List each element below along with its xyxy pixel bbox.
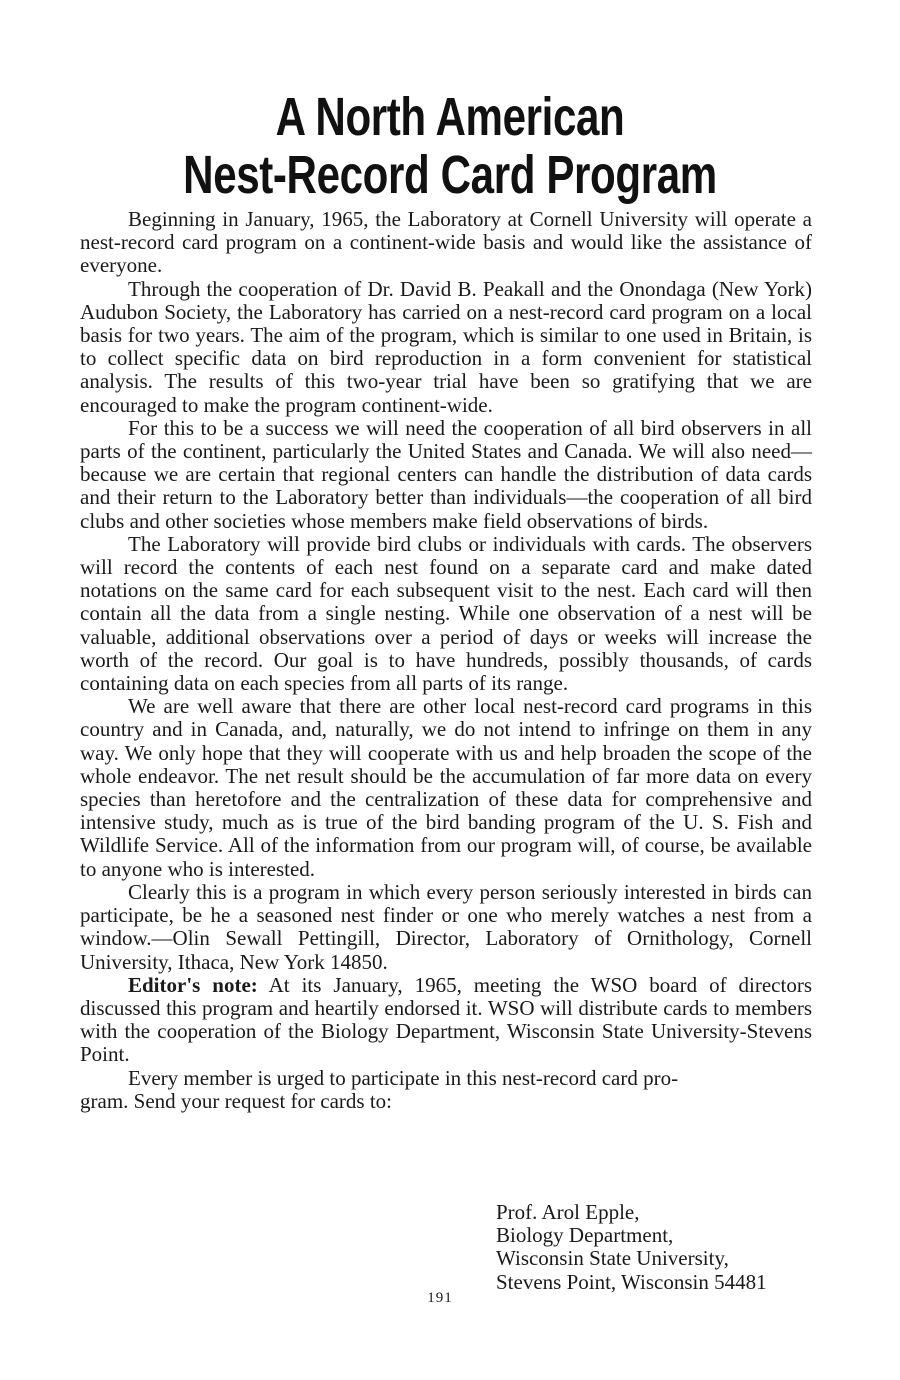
address-name: Prof. Arol Epple, [496,1200,640,1224]
title-line-1: A North American [275,87,625,147]
mailing-address [496,1201,826,1294]
paragraph-request-line-2: gram. Send your request for cards to: [80,1088,392,1113]
paragraph-request-line-1: Every member is urged to participate in this nest-record card pro- [128,1065,679,1090]
editors-note-label: Editor's note: [128,972,258,997]
address-university: Wisconsin State University, [496,1246,729,1271]
paragraph-3: For this to be a success we will need the cooperation of all bird observers in all parts of the continent, particularly the United States and Canada. We will also need—because we are certain that regional centers can handle the distribution of data cards and their return to the Laboratory better than individuals—the cooperation of all bird clubs and other societies whose members make field observations of birds. [80,415,812,533]
address-department: Biology Department, [496,1223,674,1248]
page-number: 191 [427,1290,453,1306]
article-title [99,88,801,204]
paragraph-6: Clearly this is a program in which every person seriously interested in birds can participate, be he a seasoned nest finder or one who merely watches a nest from a window.—Olin Sewall Pettingill, Director, Laboratory of Ornithology, Cornell University, Ithaca, New York 14850. [80,879,812,974]
editors-note [80,974,812,1067]
paragraph-4: The Laboratory will provide bird clubs or individuals with cards. The observers will record the contents of each nest found on a separate card and make dated notations on the same card for each subsequent visit to the nest. Each card will then contain all the data from a single nesting. While one observation of a nest will be valuable, additional observations over a period of days or weeks will increase the worth of the record. Our goal is to have hundreds, possibly thousands, of cards containing data on each species from all parts of its range. [80,531,812,696]
address-city: Stevens Point, Wisconsin 54481 [496,1269,767,1294]
title-line-2: Nest-Record Card Program [183,145,717,205]
paragraph-5: We are well aware that there are other local nest-record card programs in this country and in Canada, and, naturally, we do not intend to infringe on them in any way. We only hope that they will cooperate with us and help broaden the scope of the whole endeavor. The net result should be the accumulation of far more data on every species than heretofore and the centralization of these data for comprehensive and intensive study, much as is true of the bird banding program of the U. S. Fish and Wildlife Service. All of the information from our program will, of course, be available to anyone who is interested. [80,694,812,881]
paragraph-2: Through the cooperation of Dr. David B. Peakall and the Onondaga (New York) Audubon Society, the Laboratory has carried on a nest-record card program on a local basis for two years. The aim of the program, which is similar to one used in Britain, is to collect specific data on bird reproduction in a form convenient for statistical analysis. The results of this two-year trial have been so gratifying that we are encouraged to make the program continent-wide. [80,276,812,417]
editors-note-text: At its January, 1965, meeting the WSO board of directors discussed this program and heartily endorsed it. WSO will distribute cards to members with the cooperation of the Biology Department, Wisconsin State University-Stevens Point. [80,972,813,1067]
paragraph-1: Beginning in January, 1965, the Laboratory at Cornell University will operate a nest-record card program on a continent-wide basis and would like the assistance of everyone. [80,207,812,278]
article-body [80,208,812,1113]
